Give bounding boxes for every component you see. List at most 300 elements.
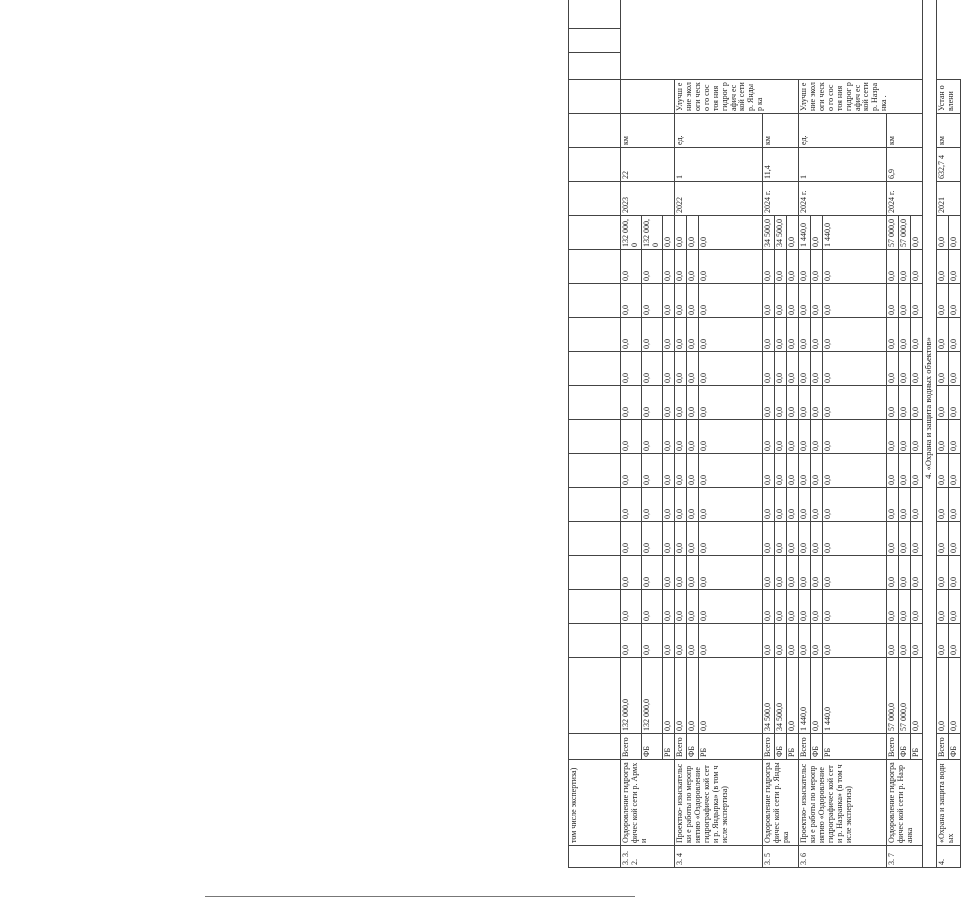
table-cell: 0,0: [810, 250, 822, 284]
table-cell: [569, 734, 621, 760]
table-cell: 0,0: [810, 352, 822, 386]
program-table: [568, 0, 961, 868]
table-cell: 0,0: [810, 284, 822, 318]
table-cell: 0,0: [698, 352, 762, 386]
table-cell: км: [762, 114, 798, 148]
table-cell: Оздоровление гидрографичес кой сети р. Назранка: [886, 760, 922, 846]
table-cell: 0,0: [786, 658, 798, 734]
table-cell: 0,0: [774, 454, 786, 488]
table-cell: 0,0: [641, 386, 662, 420]
table-cell: 0,0: [774, 624, 786, 658]
table-cell: 0,0: [698, 216, 762, 250]
table-cell: 0,0: [662, 318, 674, 352]
table-cell: 132 000,0: [641, 658, 662, 734]
table-cell: 0,0: [910, 624, 922, 658]
table-cell: 34 500,0: [762, 658, 774, 734]
table-cell: 132 000,0: [621, 216, 642, 250]
table-cell: 0,0: [674, 624, 686, 658]
table-cell: 0,0: [686, 216, 698, 250]
table-cell: 0,0: [774, 284, 786, 318]
table-cell: 0,0: [898, 420, 910, 454]
table-cell: 0,0: [948, 658, 960, 734]
table-cell: 0,0: [698, 590, 762, 624]
table-cell: 0,0: [674, 216, 686, 250]
table-cell: 0,0: [698, 488, 762, 522]
table-cell: 0,0: [886, 488, 898, 522]
table-cell: 0,0: [698, 624, 762, 658]
table-cell: 0,0: [898, 386, 910, 420]
table-cell: 0,0: [786, 522, 798, 556]
table-cell: 0,0: [774, 556, 786, 590]
table-cell: 0,0: [898, 488, 910, 522]
table-cell: 0,0: [822, 624, 886, 658]
table-row: [621, 0, 642, 868]
table-cell: 34 500,0: [774, 658, 786, 734]
table-cell: 0,0: [774, 386, 786, 420]
table-cell: 0,0: [786, 250, 798, 284]
table-cell: 0,0: [786, 488, 798, 522]
table-cell: 0,0: [886, 420, 898, 454]
table-cell: 0,0: [674, 590, 686, 624]
table-cell: [569, 148, 621, 182]
table-cell: 0,0: [686, 386, 698, 420]
table-cell: 0,0: [936, 318, 948, 352]
table-cell: [569, 284, 621, 318]
table-cell: 0,0: [662, 556, 674, 590]
table-row: [762, 0, 774, 868]
table-cell: 0,0: [621, 318, 642, 352]
table-cell: 0,0: [798, 590, 810, 624]
table-cell: Устан овлени: [936, 80, 960, 114]
table-cell: 1: [674, 148, 762, 182]
table-cell: Всего: [762, 734, 774, 760]
table-cell: 0,0: [774, 590, 786, 624]
table-cell: 0,0: [662, 420, 674, 454]
table-cell: 0,0: [798, 420, 810, 454]
table-cell: 0,0: [798, 318, 810, 352]
table-cell: 0,0: [786, 284, 798, 318]
table-cell: РБ: [910, 734, 922, 760]
table-cell: 0,0: [910, 216, 922, 250]
table-cell: 0,0: [641, 488, 662, 522]
table-cell: 0,0: [698, 658, 762, 734]
table-cell: 0,0: [698, 556, 762, 590]
table-cell: 0,0: [910, 386, 922, 420]
table-cell: 0,0: [686, 590, 698, 624]
table-cell: 0,0: [762, 488, 774, 522]
table-cell: 0,0: [798, 556, 810, 590]
table-cell: 4. «Охрана и защита водных объектов»: [922, 0, 936, 868]
table-cell: 0,0: [936, 556, 948, 590]
table-cell: [569, 846, 621, 868]
table-cell: 0,0: [910, 318, 922, 352]
table-cell: ФБ: [898, 734, 910, 760]
table-cell: 0,0: [662, 386, 674, 420]
table-cell: 0,0: [910, 454, 922, 488]
table-cell: 0,0: [698, 318, 762, 352]
table-cell: 0,0: [948, 250, 960, 284]
table-cell: 0,0: [798, 454, 810, 488]
table-cell: 0,0: [621, 420, 642, 454]
table-cell: 0,0: [686, 352, 698, 386]
table-cell: ФБ: [948, 734, 960, 760]
table-cell: 2021: [936, 182, 960, 216]
table-cell: 0,0: [786, 386, 798, 420]
table-cell: 0,0: [686, 522, 698, 556]
table-cell: 0,0: [674, 522, 686, 556]
table-cell: 0,0: [686, 250, 698, 284]
table-cell: 0,0: [786, 352, 798, 386]
table-cell: 0,0: [810, 386, 822, 420]
table-cell: [569, 590, 621, 624]
table-cell: 0,0: [886, 624, 898, 658]
table-cell: 0,0: [774, 522, 786, 556]
table-cell: 0,0: [686, 488, 698, 522]
table-cell: 0,0: [886, 284, 898, 318]
table-cell: 0,0: [898, 590, 910, 624]
table-cell: 1 440,0: [798, 658, 810, 734]
table-cell: 57 000,0: [898, 658, 910, 734]
table-cell: 0,0: [910, 420, 922, 454]
table-cell: 0,0: [948, 488, 960, 522]
table-cell: 0,0: [698, 284, 762, 318]
table-cell: ед.: [674, 114, 762, 148]
table-cell: км: [621, 114, 675, 148]
table-cell: 0,0: [936, 624, 948, 658]
table-cell: ФБ: [774, 734, 786, 760]
table-cell: [569, 386, 621, 420]
table-cell: 0,0: [886, 386, 898, 420]
table-cell: [569, 29, 621, 53]
table-cell: 1 440,0: [822, 658, 886, 734]
table-cell: 0,0: [810, 522, 822, 556]
table-cell: км: [936, 114, 960, 148]
table-cell: 0,0: [674, 658, 686, 734]
table-cell: 0,0: [948, 522, 960, 556]
table-cell: 0,0: [822, 284, 886, 318]
table-cell: 11,4: [762, 148, 798, 182]
table-cell: 0,0: [662, 522, 674, 556]
table-cell: 0,0: [948, 624, 960, 658]
table-cell: 0,0: [774, 318, 786, 352]
table-cell: Улучш ение экологи ческо го состоя ния гидрог рафич еской сети р. Назра нка .: [798, 80, 922, 114]
table-cell: 0,0: [786, 624, 798, 658]
table-cell: [569, 420, 621, 454]
table-cell: 0,0: [641, 250, 662, 284]
table-cell: 0,0: [886, 556, 898, 590]
table-cell: 3. 3. 2.: [621, 846, 675, 868]
table-cell: 0,0: [674, 488, 686, 522]
table-cell: 0,0: [936, 284, 948, 318]
table-cell: 57 000,0: [898, 216, 910, 250]
table-cell: 0,0: [686, 556, 698, 590]
table-cell: [569, 182, 621, 216]
table-cell: 0,0: [948, 352, 960, 386]
table-cell: 0,0: [898, 352, 910, 386]
table-cell: [569, 522, 621, 556]
table-cell: 0,0: [822, 522, 886, 556]
table-cell: 0,0: [762, 454, 774, 488]
table-cell: 0,0: [898, 250, 910, 284]
table-cell: 3. 5: [762, 846, 798, 868]
table-cell: 0,0: [686, 420, 698, 454]
table-cell: 0,0: [822, 352, 886, 386]
table-cell: 0,0: [662, 250, 674, 284]
table-cell: 0,0: [810, 420, 822, 454]
table-cell: 0,0: [798, 624, 810, 658]
table-cell: 0,0: [674, 318, 686, 352]
table-cell: Всего: [798, 734, 810, 760]
table-cell: 4.: [936, 846, 960, 868]
table-cell: 0,0: [762, 590, 774, 624]
table-cell: 3. 6: [798, 846, 886, 868]
table-cell: [569, 454, 621, 488]
table-cell: 0,0: [798, 250, 810, 284]
rotated-table-wrapper: [568, 28, 961, 868]
table-cell: 0,0: [662, 216, 674, 250]
table-cell: 0,0: [898, 318, 910, 352]
table-cell: 0,0: [898, 454, 910, 488]
table-cell: 0,0: [936, 386, 948, 420]
table-cell: 0,0: [686, 318, 698, 352]
table-cell: 0,0: [822, 488, 886, 522]
table-cell: Всего: [674, 734, 686, 760]
table-row: [922, 0, 936, 868]
table-cell: 0,0: [798, 352, 810, 386]
table-cell: 0,0: [910, 522, 922, 556]
table-cell: 0,0: [948, 454, 960, 488]
table-cell: 57 000,0: [886, 658, 898, 734]
table-cell: 0,0: [641, 624, 662, 658]
table-cell: 0,0: [810, 488, 822, 522]
table-cell: 0,0: [910, 250, 922, 284]
table-cell: ФБ: [810, 734, 822, 760]
table-cell: 0,0: [774, 250, 786, 284]
table-cell: 0,0: [898, 284, 910, 318]
table-cell: 0,0: [662, 284, 674, 318]
table-cell: 0,0: [798, 386, 810, 420]
table-cell: 0,0: [662, 352, 674, 386]
table-cell: 6,9: [886, 148, 922, 182]
table-cell: РБ: [662, 734, 674, 760]
table-cell: 0,0: [762, 624, 774, 658]
table-cell: 0,0: [686, 284, 698, 318]
table-cell: 0,0: [621, 352, 642, 386]
table-cell: 0,0: [698, 522, 762, 556]
table-cell: 2024 г.: [762, 182, 798, 216]
table-cell: 0,0: [641, 522, 662, 556]
table-cell: 0,0: [886, 522, 898, 556]
table-cell: 0,0: [621, 522, 642, 556]
table-cell: 2024 г.: [798, 182, 886, 216]
table-cell: 0,0: [774, 352, 786, 386]
table-cell: 0,0: [822, 556, 886, 590]
table-cell: 132 000,0: [621, 658, 642, 734]
table-cell: 0,0: [936, 250, 948, 284]
table-cell: 3. 7: [886, 846, 922, 868]
footer-rule: [205, 896, 635, 897]
table-cell: 3. 4: [674, 846, 762, 868]
table-cell: Оздоровление гидрографичес кой сети р. Армхи: [621, 760, 675, 846]
table-cell: 0,0: [762, 352, 774, 386]
table-cell: 0,0: [641, 352, 662, 386]
table-cell: Проектно- изыскательски е работы по мероприятию «Оздоровление гидрографичес кой сети р. Назранка» (в том числе экспертиза): [798, 760, 886, 846]
table-cell: 0,0: [798, 522, 810, 556]
table-cell: Всего: [621, 734, 642, 760]
table-cell: 0,0: [786, 556, 798, 590]
table-cell: 0,0: [810, 658, 822, 734]
table-cell: 0,0: [936, 420, 948, 454]
table-cell: 57 000,0: [886, 216, 898, 250]
table-cell: 0,0: [621, 590, 642, 624]
table-cell: 2024 г.: [886, 182, 922, 216]
table-cell: 0,0: [621, 454, 642, 488]
table-cell: 0,0: [822, 454, 886, 488]
table-cell: [569, 624, 621, 658]
table-cell: 0,0: [621, 250, 642, 284]
table-cell: 0,0: [686, 454, 698, 488]
table-cell: 0,0: [662, 624, 674, 658]
table-cell: 0,0: [810, 216, 822, 250]
table-cell: 0,0: [641, 318, 662, 352]
table-cell: 0,0: [948, 284, 960, 318]
table-cell: РБ: [822, 734, 886, 760]
table-cell: 0,0: [936, 590, 948, 624]
table-cell: 0,0: [936, 352, 948, 386]
table-cell: 0,0: [886, 250, 898, 284]
table-cell: 0,0: [674, 420, 686, 454]
table-cell: 0,0: [774, 488, 786, 522]
table-cell: 0,0: [698, 386, 762, 420]
table-cell: 0,0: [898, 522, 910, 556]
table-cell: [569, 250, 621, 284]
table-row: [798, 0, 810, 868]
table-cell: 0,0: [762, 556, 774, 590]
table-cell: 0,0: [621, 624, 642, 658]
table-cell: 0,0: [698, 250, 762, 284]
table-cell: [621, 80, 675, 114]
table-cell: Оздоровление гидрографичес кой сети р. Яндырка: [762, 760, 798, 846]
table-cell: 0,0: [910, 590, 922, 624]
table-cell: 0,0: [822, 420, 886, 454]
table-cell: 0,0: [948, 590, 960, 624]
table-cell: 0,0: [786, 318, 798, 352]
table-cell: 0,0: [910, 658, 922, 734]
table-cell: 0,0: [936, 216, 948, 250]
table-cell: 0,0: [886, 454, 898, 488]
table-cell: 0,0: [641, 454, 662, 488]
table-cell: 0,0: [674, 454, 686, 488]
table-cell: [569, 114, 621, 148]
table-cell: 0,0: [786, 420, 798, 454]
table-cell: 0,0: [686, 658, 698, 734]
table-cell: 0,0: [641, 420, 662, 454]
table-cell: 0,0: [674, 250, 686, 284]
table-cell: 0,0: [786, 454, 798, 488]
table-cell: 0,0: [686, 624, 698, 658]
table-cell: 0,0: [910, 556, 922, 590]
table-cell: 0,0: [662, 658, 674, 734]
table-cell: РБ: [698, 734, 762, 760]
table-cell: 0,0: [621, 556, 642, 590]
table-cell: 0,0: [762, 522, 774, 556]
table-cell: 1 440,0: [822, 216, 886, 250]
table-row: [674, 0, 686, 868]
table-cell: 0,0: [786, 216, 798, 250]
table-cell: 0,0: [810, 556, 822, 590]
table-cell: 0,0: [621, 386, 642, 420]
table-cell: 0,0: [822, 318, 886, 352]
table-cell: 0,0: [641, 590, 662, 624]
table-cell: 0,0: [641, 284, 662, 318]
table-cell: 0,0: [674, 386, 686, 420]
table-cell: 0,0: [898, 624, 910, 658]
table-cell: [569, 556, 621, 590]
table-cell: 0,0: [810, 624, 822, 658]
table-cell: [569, 488, 621, 522]
table-cell: 0,0: [621, 284, 642, 318]
table-cell: [569, 658, 621, 734]
table-cell: Всего: [936, 734, 948, 760]
table-cell: 0,0: [662, 488, 674, 522]
table-cell: 0,0: [762, 420, 774, 454]
table-cell: 0,0: [762, 284, 774, 318]
table-cell: ФБ: [641, 734, 662, 760]
table-cell: 0,0: [762, 318, 774, 352]
table-cell: 0,0: [662, 590, 674, 624]
table-cell: 0,0: [786, 590, 798, 624]
table-cell: 34 500,0: [774, 216, 786, 250]
table-cell: 0,0: [762, 250, 774, 284]
table-cell: 0,0: [698, 454, 762, 488]
table-cell: ФБ: [686, 734, 698, 760]
table-cell: [569, 352, 621, 386]
table-cell: 2023: [621, 182, 675, 216]
table-cell: 0,0: [936, 454, 948, 488]
table-cell: 0,0: [662, 454, 674, 488]
table-cell: 0,0: [948, 318, 960, 352]
table-cell: [569, 53, 621, 80]
table-cell: 0,0: [898, 556, 910, 590]
table-cell: 0,0: [798, 284, 810, 318]
table-cell: 0,0: [948, 216, 960, 250]
table-cell: 0,0: [762, 386, 774, 420]
table-cell: Проектно- изыскательски е работы по мероприятию «Оздоровление гидрографичес кой сети р. Яндырка» (в том числе экспертиза): [674, 760, 762, 846]
table-cell: Улучш ение экологи ческо го состоя ния гидрог рафич еской сети р. Яндыр ка: [674, 80, 798, 114]
table-cell: 1 440,0: [798, 216, 810, 250]
table-cell: 0,0: [810, 454, 822, 488]
table-row: [936, 0, 948, 868]
table-cell: 0,0: [822, 386, 886, 420]
table-row: [569, 0, 621, 868]
table-cell: ед.: [798, 114, 886, 148]
table-cell: 0,0: [674, 284, 686, 318]
table-cell: 0,0: [948, 386, 960, 420]
table-cell: 2022: [674, 182, 762, 216]
table-cell: Всего: [886, 734, 898, 760]
table-cell: [569, 80, 621, 114]
table-cell: 0,0: [774, 420, 786, 454]
table-cell: [569, 318, 621, 352]
table-cell: 0,0: [886, 318, 898, 352]
table-cell: 0,0: [910, 488, 922, 522]
table-cell: 0,0: [810, 318, 822, 352]
table-cell: РБ: [786, 734, 798, 760]
table-cell: 0,0: [798, 488, 810, 522]
table-cell: 632,7 4: [936, 148, 960, 182]
table-cell: 0,0: [822, 590, 886, 624]
table-cell: 1: [798, 148, 886, 182]
